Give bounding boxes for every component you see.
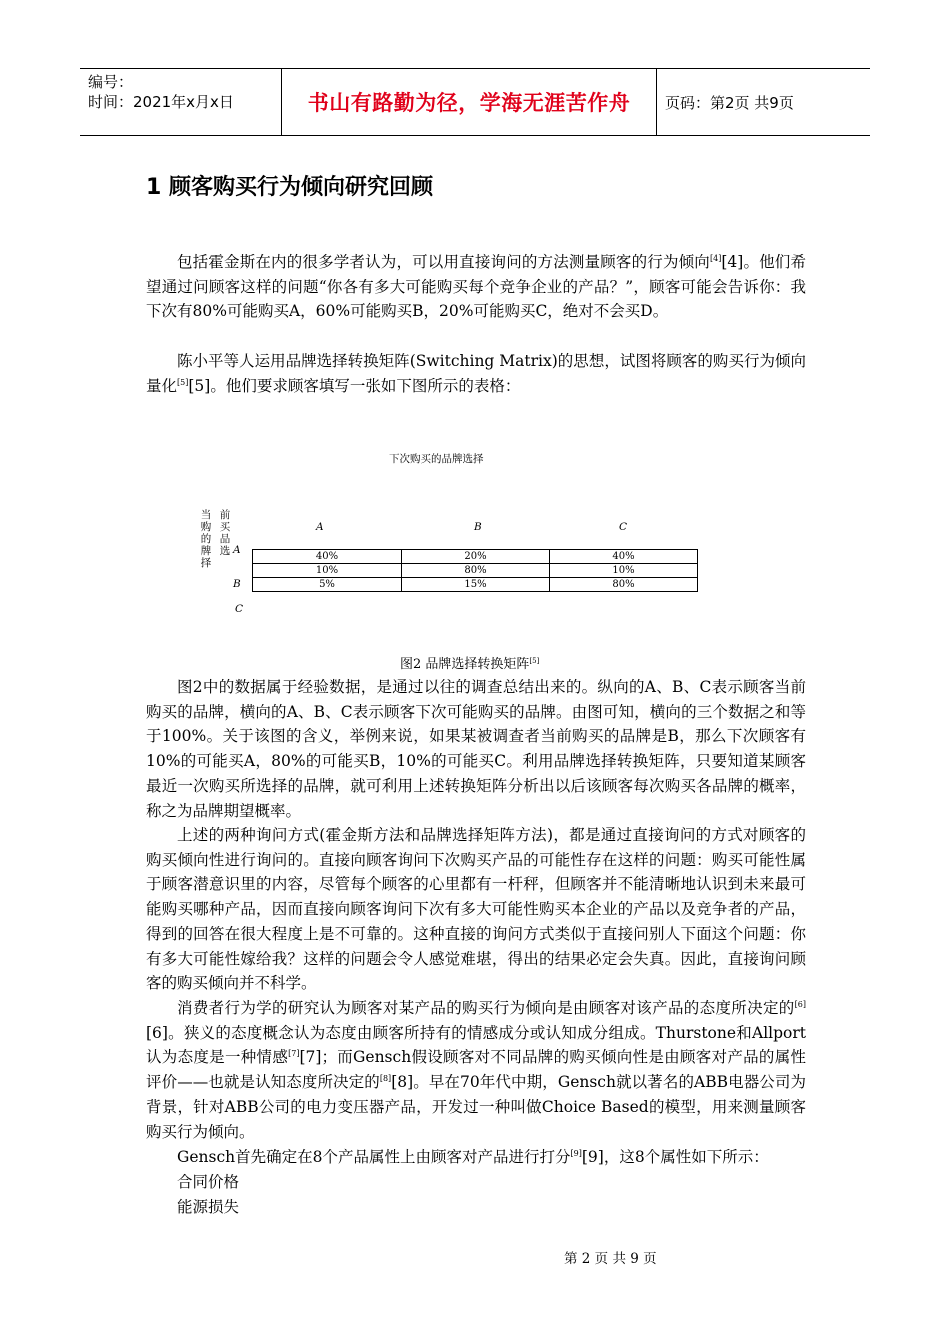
paragraph-2-text-a: 陈小平等人运用品牌选择转换矩阵(Switching Matrix)的思想，试图将顾客的购买行为倾向量化 [146, 352, 806, 395]
attribute-list-item: 合同价格 [177, 1173, 240, 1191]
matrix-cell: 5% [253, 578, 402, 592]
matrix-cell: 10% [550, 564, 698, 578]
matrix-cell: 40% [253, 550, 402, 564]
paragraph-3: 图2中的数据属于经验数据，是通过以往的调查总结出来的。纵向的A、B、C表示顾客当前购买的品牌，横向的A、B、C表示顾客下次可能购买的品牌。由图可知，横向的三个数据之和等于100%。关于该图的含义，举例来说，如果某被调查者当前购买的品牌是B，那么下次顾客有10%的可能买A，80%的可能买B，10%的可能买C。利用品牌选择转换矩阵，只要知道某顾客最近一次购买所选择的品牌，就可利用上述转换矩阵分析出以后该顾客每次购买各品牌的概率，称之为品牌期望概率。 [146, 678, 806, 820]
page-footer: 第 2 页 共 9 页 [564, 1251, 657, 1267]
header-date-label: 时间：2021年x月x日 [88, 93, 234, 111]
paragraph-4: 上述的两种询问方式(霍金斯方法和品牌选择矩阵方法)，都是通过直接询问的方式对顾客的购买倾向性进行询问的。直接向顾客询问下次购买产品的可能性存在这样的问题：购买可能性属于顾客潜意识里的内容，尽管每个顾客的心里都有一杆秤，但顾客并不能清晰地认识到未来最可能购买哪种产品，因而直接向顾客询问下次有多大可能性购买本企业的产品以及竞争者的产品，得到的回答在很大程度上是不可靠的。这种直接的询问方式类似于直接问别人下面这个问题：你有多大可能性嫁给我？这样的问题会令人感觉难堪，得出的结果必定会失真。因此，直接询问顾客的购买倾向并不科学。 [146, 826, 806, 993]
figure-caption-citation: [5] [529, 657, 540, 665]
matrix-cell: 40% [550, 550, 698, 564]
matrix-col-header-b: B [474, 521, 482, 533]
paragraph-1 [146, 250, 806, 324]
matrix-vertical-label-right: 前买品选 [219, 509, 231, 557]
attribute-list-item: 能源损失 [177, 1198, 240, 1216]
matrix-title: 下次购买的品牌选择 [389, 453, 484, 465]
section-title: 1 顾客购买行为倾向研究回顾 [146, 175, 433, 200]
matrix-col-header-c: C [619, 521, 628, 533]
matrix-cell: 80% [402, 564, 550, 578]
matrix-cell: 15% [402, 578, 550, 592]
matrix-cell: 20% [402, 550, 550, 564]
paragraph-5-text-c: [7]；而Gensch假设顾客对不同品牌的购买倾向性是由顾客对产品的属性评价——也就是认知态度所决定的 [146, 1048, 806, 1092]
paragraph-5-citation-1: [6] [794, 1000, 806, 1009]
matrix-cell: 80% [550, 578, 698, 592]
paragraph-1-text-b: [4]。他们希望通过问顾客这样的问题“你各有多大可能购买每个竞争企业的产品？”，顾客可能会告诉你：我下次有80%可能购买A，60%可能购买B，20%可能购买C，绝对不会买D。 [146, 253, 806, 321]
paragraph-1-text-a: 包括霍金斯在内的很多学者认为，可以用直接询问的方法测量顾客的行为倾向 [177, 253, 710, 271]
matrix-col-header-a: A [316, 521, 324, 533]
matrix-row [253, 550, 698, 564]
paragraph-6-text-b: [9]，这8个属性如下所示： [581, 1148, 769, 1166]
paragraph-1-citation: [4] [709, 254, 722, 263]
matrix-row-label-c: C [235, 603, 244, 615]
paragraph-5 [146, 996, 806, 1144]
matrix-row [253, 564, 698, 578]
page-header [80, 68, 870, 136]
header-page-label: 页码：第2页 共9页 [665, 94, 794, 112]
matrix-cell: 10% [253, 564, 402, 578]
paragraph-6-text-a: Gensch首先确定在8个产品属性上由顾客对产品进行打分 [177, 1148, 571, 1166]
paragraph-2-citation: [5] [177, 377, 189, 387]
paragraph-5-text-b: [6]。狭义的态度概念认为态度由顾客所持有的情感成分或认知成分组成。Thurstone和Allport认为态度是一种情感 [146, 1023, 806, 1067]
paragraph-5-text-d: [8]。早在70年代中期，Gensch就以著名的ABB电器公司为背景，针对ABB公司的电力变压器产品，开发过一种叫做Choice Based的模型，用来测量顾客购买行为倾向。 [146, 1073, 806, 1141]
paragraph-5-text-a: 消费者行为学的研究认为顾客对某产品的购买行为倾向是由顾客对该产品的态度所决定的 [177, 999, 795, 1017]
matrix-vertical-label-left: 当购的牌择 [200, 509, 212, 569]
figure-caption-text: 图2 品牌选择转换矩阵 [400, 657, 530, 672]
header-slogan: 书山有路勤为径，学海无涯苦作舟 [281, 69, 657, 135]
figure-caption [400, 653, 539, 672]
paragraph-2 [146, 349, 806, 398]
paragraph-5-citation-3: [8] [379, 1074, 392, 1084]
matrix-row-label-b: B [233, 578, 241, 590]
paragraph-6 [146, 1145, 806, 1170]
matrix-row [253, 578, 698, 592]
header-code-label: 编号： [88, 73, 134, 91]
paragraph-6-citation: [9] [570, 1149, 582, 1158]
brand-switching-matrix [252, 549, 698, 592]
matrix-row-label-a: A [233, 544, 241, 556]
paragraph-2-text-b: [5]。他们要求顾客填写一张如下图所示的表格： [188, 376, 521, 395]
header-meta [88, 72, 278, 112]
paragraph-5-citation-2: [7] [288, 1049, 300, 1059]
